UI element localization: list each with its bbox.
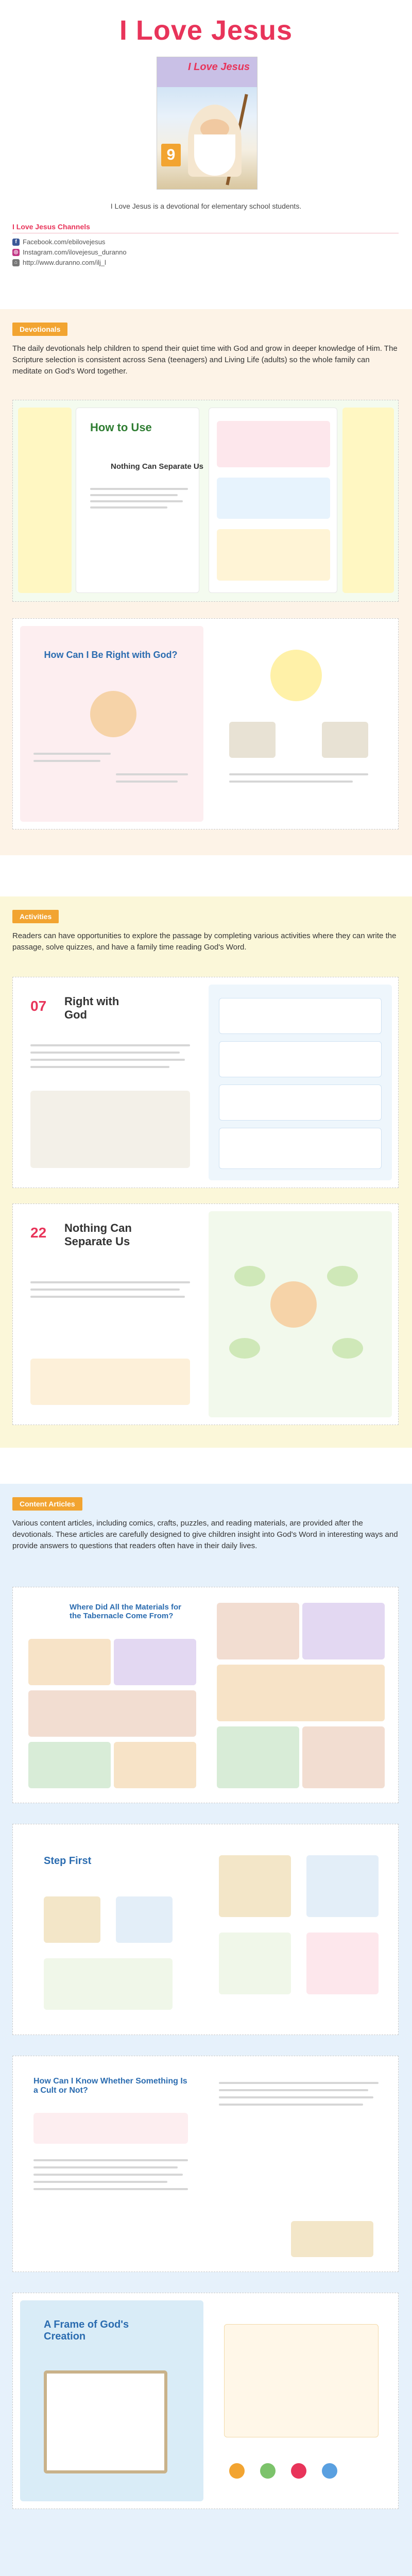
craft-photo — [116, 1896, 173, 1943]
comic-panel — [28, 1639, 111, 1685]
craft-photo — [219, 1855, 291, 1917]
text-line — [33, 2159, 188, 2161]
text-line — [90, 494, 178, 496]
text-line — [30, 1059, 185, 1061]
comic-panel — [114, 1742, 196, 1788]
issue-number: 9 — [161, 144, 181, 166]
activities-section — [0, 896, 412, 1448]
character-illustration — [270, 1281, 317, 1328]
day-number: 22 — [30, 1225, 47, 1241]
spread-title: Nothing Can Separate Us — [64, 1222, 132, 1248]
beard-illustration — [194, 134, 235, 176]
comic-panel — [302, 1726, 385, 1788]
quiz-box — [219, 1041, 382, 1077]
day-number: 07 — [30, 998, 47, 1014]
text-line — [90, 500, 183, 502]
frame-illustration — [44, 2370, 167, 2473]
character-illustration — [322, 2463, 337, 2479]
activity-spread-right-with-god — [12, 977, 399, 1188]
spread-title: How Can I Know Whether Something Is a Cult or Not? — [33, 2077, 187, 2095]
family-box — [217, 529, 330, 581]
spread-title: A Frame of God's Creation — [44, 2319, 129, 2342]
devotionals-section — [0, 309, 412, 855]
text-line — [229, 781, 353, 783]
cover-logo: I Love Jesus — [188, 61, 250, 73]
page-title: I Love Jesus — [119, 15, 293, 46]
text-line — [33, 753, 111, 755]
activities-tag: Activities — [12, 910, 59, 923]
spread-title: How Can I Be Right with God? — [44, 650, 178, 660]
text-line — [116, 773, 188, 775]
text-line — [33, 2166, 178, 2168]
writing-box — [30, 1091, 190, 1168]
text-line — [30, 1066, 169, 1068]
word-bubble — [327, 1266, 358, 1286]
channel-label[interactable]: Facebook.com/ebilovejesus — [23, 238, 106, 246]
text-line — [33, 760, 100, 762]
header — [0, 0, 412, 268]
craft-photo — [306, 1933, 379, 1994]
article-spread-frame-of-creation — [12, 2293, 399, 2509]
devotional-spread-how-to-use — [12, 400, 399, 602]
quiz-box — [219, 998, 382, 1034]
text-line — [219, 2096, 373, 2098]
character-illustration — [90, 691, 136, 737]
text-line — [30, 1296, 185, 1298]
instagram-icon: ◎ — [12, 249, 20, 256]
channel-label[interactable]: Instagram.com/ilovejesus_duranno — [23, 248, 127, 256]
channel-facebook[interactable] — [12, 238, 105, 246]
text-line — [116, 781, 178, 783]
sun-illustration — [270, 650, 322, 701]
family-time-box — [30, 1359, 190, 1405]
link-icon: ⌂ — [12, 259, 20, 266]
spread-title: Where Did All the Materials for the Tabernacle Come From? — [70, 1603, 181, 1620]
text-line — [229, 773, 368, 775]
quiz-box — [219, 1128, 382, 1169]
activity-spread-nothing-can-separate — [12, 1204, 399, 1425]
text-line — [219, 2082, 379, 2084]
activities-text: Readers can have opportunities to explore the passage by completing various activities where they can write the passage, solve quizzes, and have a family time reading God's Word. — [12, 931, 397, 952]
comic-panel — [322, 722, 368, 758]
character-illustration — [291, 2221, 373, 2257]
text-line — [219, 2089, 368, 2091]
channels-heading: I Love Jesus Channels — [12, 223, 90, 231]
character-illustration — [260, 2463, 276, 2479]
word-bubble — [229, 1338, 260, 1359]
content-articles-tag: Content Articles — [12, 1497, 82, 1511]
reading-box — [224, 2324, 379, 2437]
text-line — [33, 2188, 188, 2190]
text-line — [30, 1044, 190, 1046]
channel-instagram[interactable] — [12, 248, 127, 256]
guide-column — [18, 408, 72, 593]
comic-panel — [302, 1603, 385, 1659]
article-spread-comic — [12, 1587, 399, 1803]
text-line — [30, 1281, 190, 1283]
quiz-box — [217, 421, 330, 467]
text-line — [219, 2104, 363, 2106]
craft-photo — [44, 1958, 173, 2010]
text-line — [30, 1052, 180, 1054]
quiz-box — [219, 1084, 382, 1121]
spread-subtitle: Nothing Can Separate Us — [111, 462, 204, 471]
text-line — [90, 488, 188, 490]
character-illustration — [291, 2463, 306, 2479]
article-spread-cult-question — [12, 2056, 399, 2272]
word-bubble — [234, 1266, 265, 1286]
prayer-box — [217, 478, 330, 519]
text-line — [30, 1289, 180, 1291]
guide-column — [342, 408, 394, 593]
devotionals-text: The daily devotionals help children to spend their quiet time with God and grow in deeper knowledge of Him. The Scripture selection is consistent across Sena (teenagers) and Living Life (adults) so the whole family can meditate on God's Word together. — [12, 344, 398, 376]
channel-website[interactable] — [12, 259, 106, 266]
comic-panel — [28, 1742, 111, 1788]
comic-panel — [217, 1665, 385, 1721]
comic-panel — [28, 1690, 196, 1737]
facebook-icon: f — [12, 239, 20, 246]
content-articles-section — [0, 1484, 412, 2576]
spread-title: How to Use — [90, 421, 152, 434]
devotional-spread-right-with-god — [12, 618, 399, 829]
word-bubble — [332, 1338, 363, 1359]
text-line — [90, 506, 167, 509]
magazine-cover — [157, 57, 258, 190]
craft-photo — [44, 1896, 100, 1943]
craft-photo — [219, 1933, 291, 1994]
channel-label[interactable]: http://www.duranno.com/ilj_l — [23, 259, 106, 266]
spread-title: Right with God — [64, 995, 119, 1021]
comic-panel — [217, 1603, 299, 1659]
comic-panel — [217, 1726, 299, 1788]
question-box — [33, 2113, 188, 2144]
cover-caption: I Love Jesus is a devotional for elementary school students. — [110, 202, 302, 210]
spread-title: Step First — [44, 1855, 92, 1867]
comic-panel — [114, 1639, 196, 1685]
content-articles-text: Various content articles, including comics, crafts, puzzles, and reading materials, are provided after the devotionals. These articles are carefully designed to give children insight into God's Word in interesting ways and provide answers to questions that readers often have in their daily lives. — [12, 1519, 398, 1550]
craft-photo — [306, 1855, 379, 1917]
character-illustration — [229, 2463, 245, 2479]
devotionals-tag: Devotionals — [12, 323, 67, 336]
comic-panel — [229, 722, 276, 758]
article-spread-craft — [12, 1824, 399, 2035]
text-line — [33, 2174, 183, 2176]
text-line — [33, 2181, 167, 2183]
